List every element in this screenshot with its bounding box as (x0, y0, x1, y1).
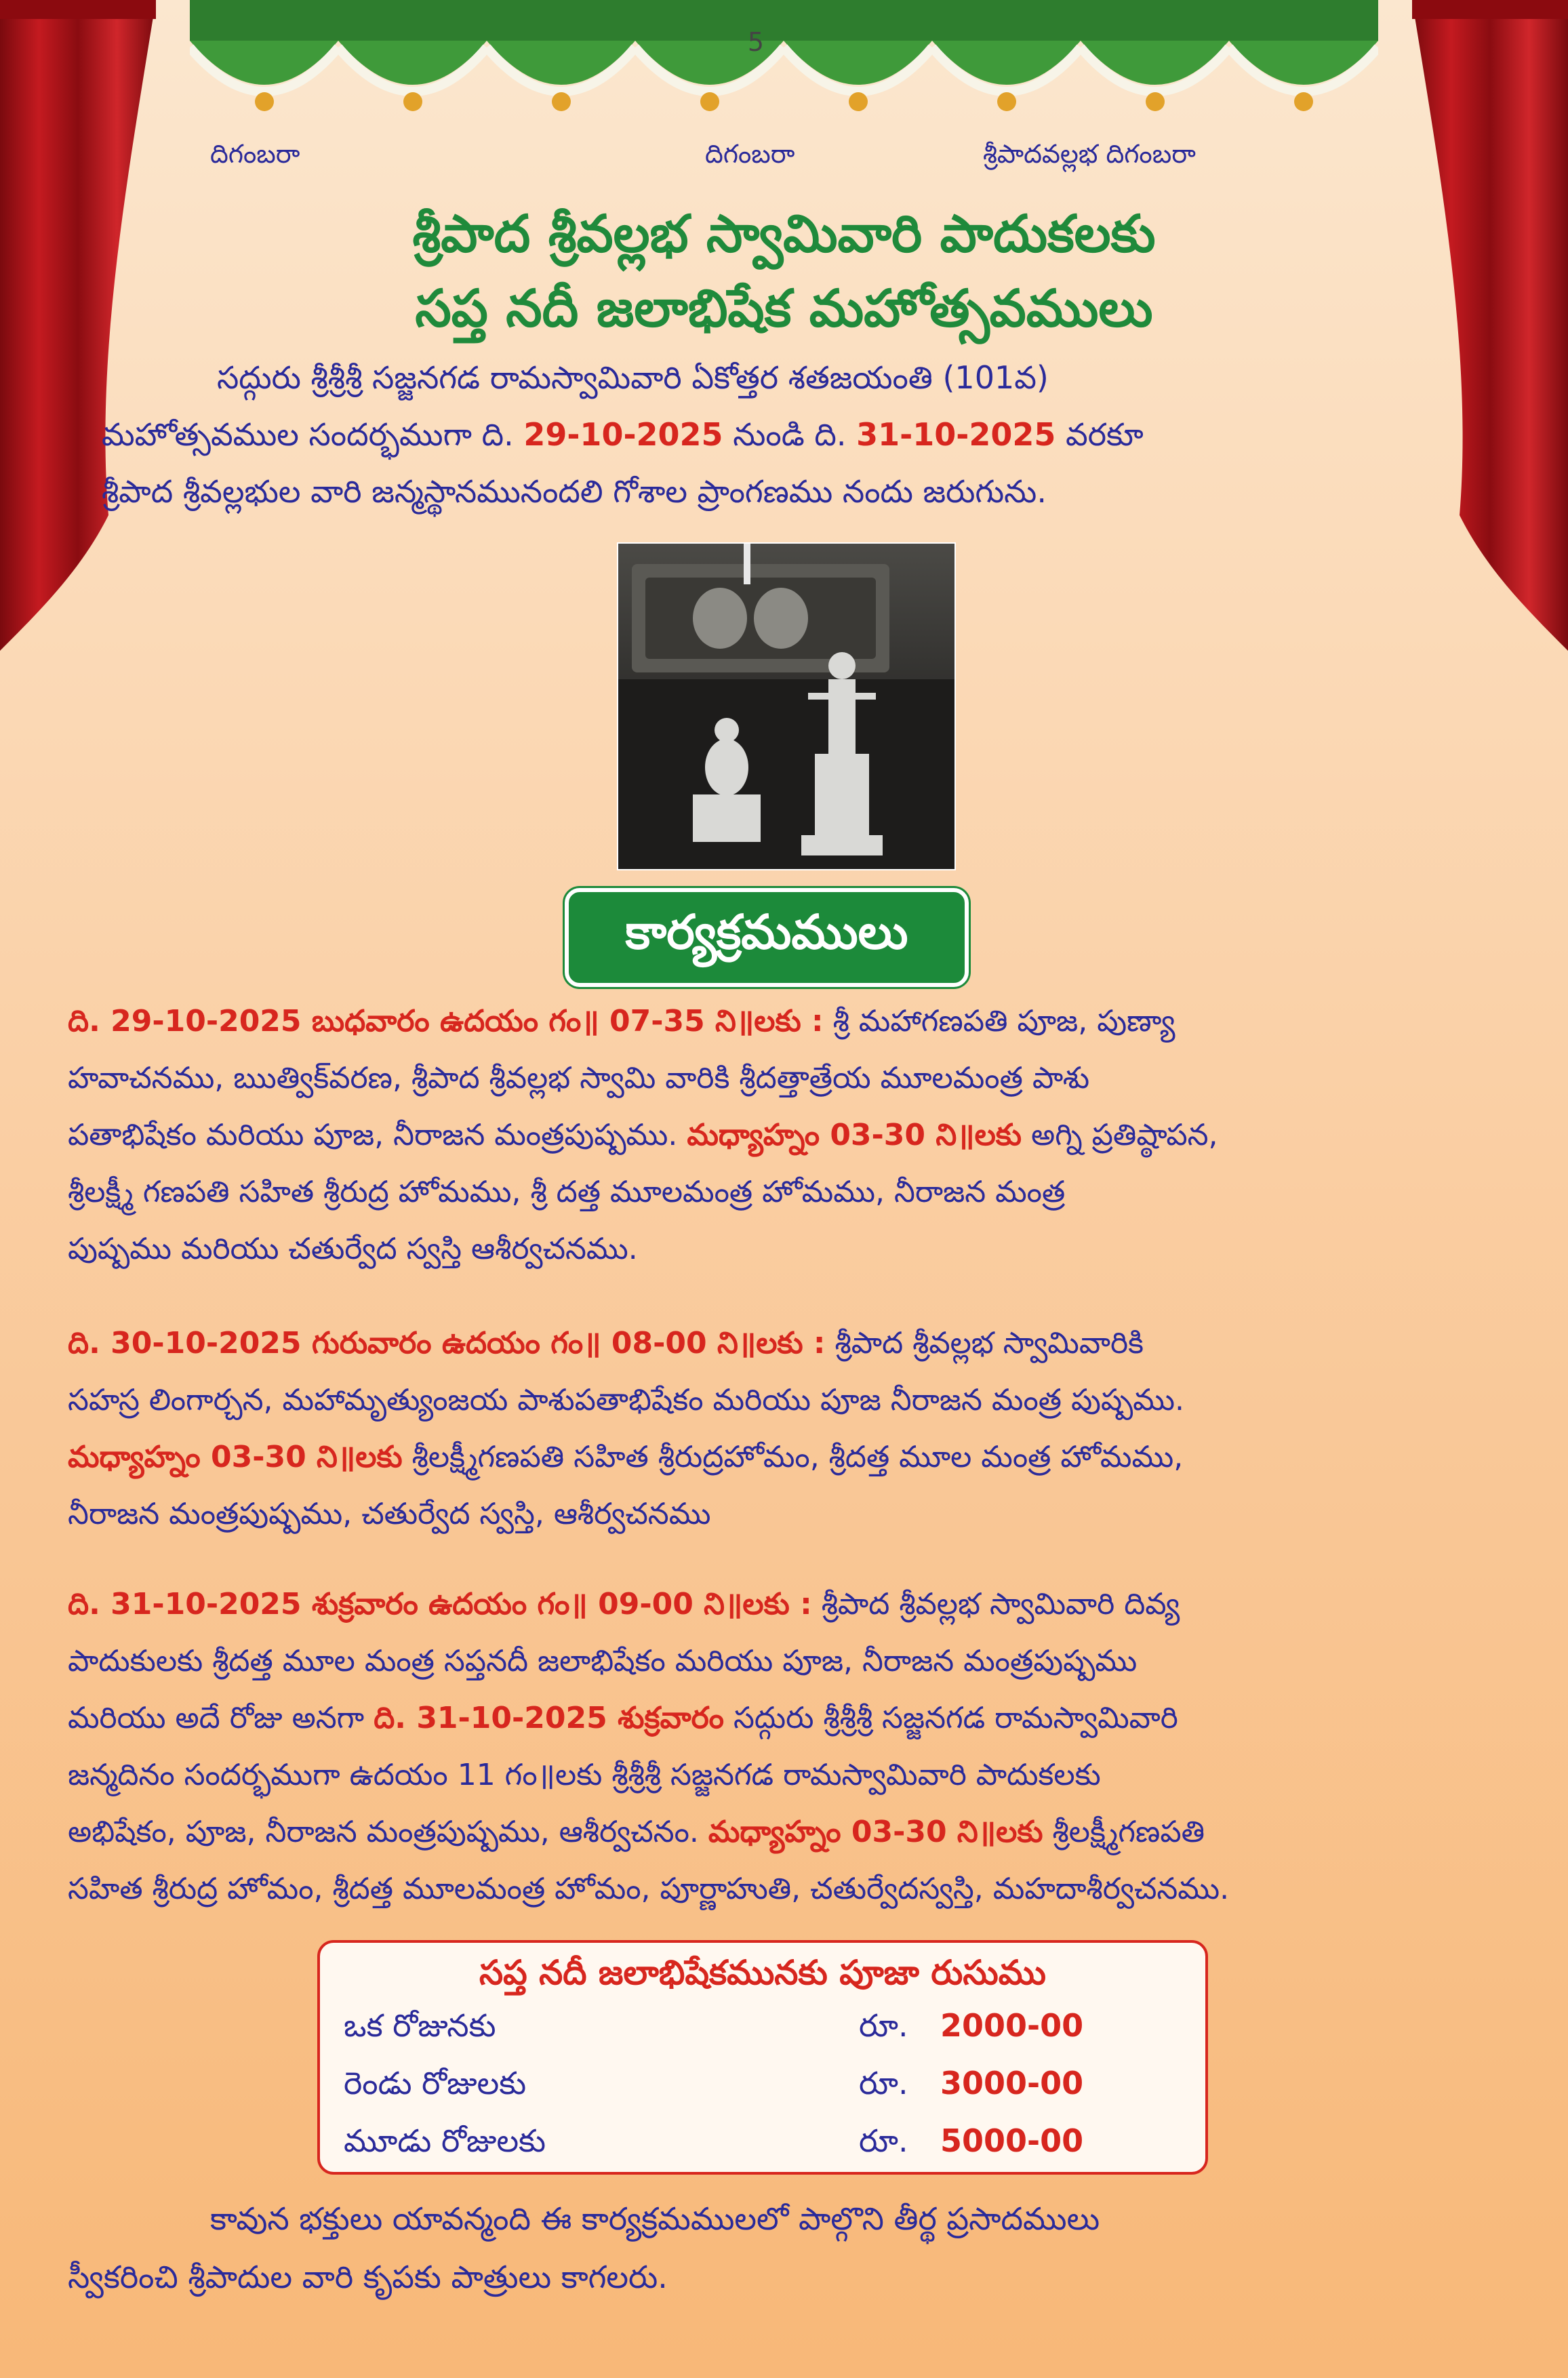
intro-line-1: సద్గురు శ్రీశ్రీశ్రీ సజ్జనగడ రామస్వామివారి ఏకోత్తర శతజయంతి (101వ) (217, 359, 1049, 396)
day3-line-2: పాదుకులకు శ్రీదత్త మూల మంత్ర సప్తనదీ జలాభిషేకం మరియు పూజ, నీరాజన మంత్రపుష్పము (68, 1644, 1138, 1678)
fee-amount: 2000-00 (940, 2007, 1084, 2044)
fee-row (344, 2007, 1184, 2061)
fee-title: సప్త నదీ జలాభిషేకమునకు పూజా రుసుము (479, 1953, 1046, 1992)
intro-line-2 (102, 406, 1471, 463)
day1-line-5: పుష్పము మరియు చతుర్వేద స్వస్తి ఆశీర్వచనము. (68, 1232, 638, 1266)
day2-program (68, 1315, 1505, 1543)
day3-text: అభిషేకం, పూజ, నీరాజన మంత్రపుష్పము, ఆశీర్వచనం. (68, 1815, 699, 1849)
day2-text: శ్రీలక్ష్మీగణపతి సహిత శ్రీరుద్రహోమం, శ్రీదత్త మూల మంత్ర హోమము, (411, 1440, 1184, 1474)
intro-paragraph (102, 349, 1471, 520)
puja-fee-box (317, 1940, 1208, 2175)
day3-date: ది. 31-10-2025 శుక్రవారం (374, 1701, 724, 1735)
fee-amount: 3000-00 (940, 2065, 1084, 2101)
intro-text: వరకూ (1066, 416, 1144, 453)
day1-text: పతాభిషేకం మరియు పూజ, నీరాజన మంత్రపుష్పము. (68, 1118, 678, 1152)
padukas-photo-illustration (618, 544, 954, 869)
day3-afternoon-time: మధ్యాహ్నం 03-30 ని॥లకు (708, 1815, 1043, 1849)
day1-line-3 (68, 1107, 1505, 1164)
fee-currency: రూ. (859, 2065, 908, 2101)
day3-line-1 (68, 1576, 1505, 1633)
fee-currency: రూ. (859, 2007, 908, 2044)
fee-label: రెండు రోజులకు (344, 2065, 527, 2101)
program-badge: కార్యక్రమములు (565, 888, 969, 987)
day1-afternoon-time: మధ్యాహ్నం 03-30 ని॥లకు (687, 1118, 1022, 1152)
padukas-photo (617, 542, 956, 870)
day1-program (68, 993, 1505, 1278)
fee-label: ఒక రోజునకు (344, 2007, 496, 2044)
day1-text: అగ్ని ప్రతిష్ఠాపన, (1031, 1118, 1218, 1152)
top-label-right: శ్రీపాదవల్లభ దిగంబరా (983, 139, 1196, 169)
day3-line-6: సహిత శ్రీరుద్ర హోమం, శ్రీదత్త మూలమంత్ర హోమం, పూర్ణాహుతి, చతుర్వేదస్వస్తి, మహదాశీర్వచనము. (68, 1872, 1230, 1906)
day2-afternoon-time: మధ్యాహ్నం 03-30 ని॥లకు (68, 1440, 403, 1474)
end-date: 31-10-2025 (856, 416, 1056, 453)
day3-text: సద్గురు శ్రీశ్రీశ్రీ సజ్జనగడ రామస్వామివారి (733, 1701, 1178, 1735)
top-labels (0, 139, 1568, 180)
day2-line-2: సహస్ర లింగార్చన, మహామృత్యుంజయ పాశుపతాభిషేకం మరియు పూజ నీరాజన మంత్ర పుష్పము. (68, 1383, 1184, 1417)
day2-heading: ది. 30-10-2025 గురువారం ఉదయం గం॥ 08-00 ని॥లకు : (68, 1326, 826, 1361)
day2-text: శ్రీపాద శ్రీవల్లభ స్వామివారికి (835, 1326, 1144, 1361)
start-date: 29-10-2025 (523, 416, 723, 453)
closing-paragraph (68, 2190, 1505, 2306)
closing-line-2: స్వీకరించి శ్రీపాదుల వారి కృపకు పాత్రులు కాగలరు. (68, 2259, 668, 2295)
day1-line-2: హవాచనము, ఋత్విక్‌వరణ, శ్రీపాద శ్రీవల్లభ స్వామి వారికి శ్రీదత్తాత్రేయ మూలమంత్ర పాశు (68, 1061, 1090, 1095)
closing-line-1: కావున భక్తులు యావన్మంది ఈ కార్యక్రమములలో పాల్గొని తీర్థ ప్రసాదములు (210, 2200, 1100, 2237)
day2-line-1 (68, 1315, 1505, 1372)
day3-heading: ది. 31-10-2025 శుక్రవారం ఉదయం గం॥ 09-00 ని॥లకు : (68, 1587, 812, 1621)
page-number: 5 (747, 27, 765, 57)
day3-text: శ్రీపాద శ్రీవల్లభ స్వామివారి దివ్య (821, 1587, 1180, 1621)
day3-line-3 (68, 1690, 1505, 1747)
fee-row (344, 2122, 1184, 2177)
day1-heading: ది. 29-10-2025 బుధవారం ఉదయం గం॥ 07-35 ని॥లకు : (68, 1004, 824, 1039)
top-label-center: దిగంబరా (705, 139, 795, 169)
fee-currency: రూ. (859, 2122, 908, 2159)
intro-text: నుండి ది. (733, 416, 847, 453)
left-curtain-graphic (0, 0, 156, 651)
day3-line-4: జన్మదినం సందర్భముగా ఉదయం 11 గం॥లకు శ్రీశ్రీశ్రీ సజ్జనగడ రామస్వామివారి పాదుకలకు (68, 1758, 1101, 1792)
flower-garland-graphic (190, 0, 1378, 129)
main-title-line-2: సప్త నదీ జలాభిషేక మహోత్సవములు (415, 278, 1153, 338)
fee-amount: 5000-00 (940, 2122, 1084, 2159)
day3-text: శ్రీలక్ష్మీగణపతి (1052, 1815, 1205, 1849)
day3-program (68, 1576, 1505, 1918)
top-label-left: దిగంబరా (210, 139, 300, 169)
fee-row (344, 2065, 1184, 2119)
day1-line-4: శ్రీలక్ష్మీ గణపతి సహిత శ్రీరుద్ర హోమము, శ్రీ దత్త మూలమంత్ర హోమము, నీరాజన మంత్ర (68, 1175, 1066, 1209)
day2-line-4: నీరాజన మంత్రపుష్పము, చతుర్వేద స్వస్తి, ఆశీర్వచనము (68, 1497, 711, 1531)
day1-line-1 (68, 993, 1505, 1050)
intro-line-3: శ్రీపాద శ్రీవల్లభుల వారి జన్మస్థానమునందలి గోశాల ప్రాంగణము నందు జరుగును. (102, 473, 1047, 510)
day1-text: శ్రీ మహాగణపతి పూజ, పుణ్యా (832, 1004, 1175, 1039)
day3-text: మరియు అదే రోజు అనగా (68, 1701, 365, 1735)
day2-line-3 (68, 1429, 1505, 1486)
day3-line-5 (68, 1804, 1505, 1861)
fee-label: మూడు రోజులకు (344, 2122, 546, 2159)
intro-text: మహోత్సవముల సందర్భముగా ది. (102, 416, 514, 453)
main-title-line-1: శ్రీపాద శ్రీవల్లభ స్వామివారి పాదుకలకు (412, 203, 1156, 264)
right-curtain-graphic (1412, 0, 1568, 651)
